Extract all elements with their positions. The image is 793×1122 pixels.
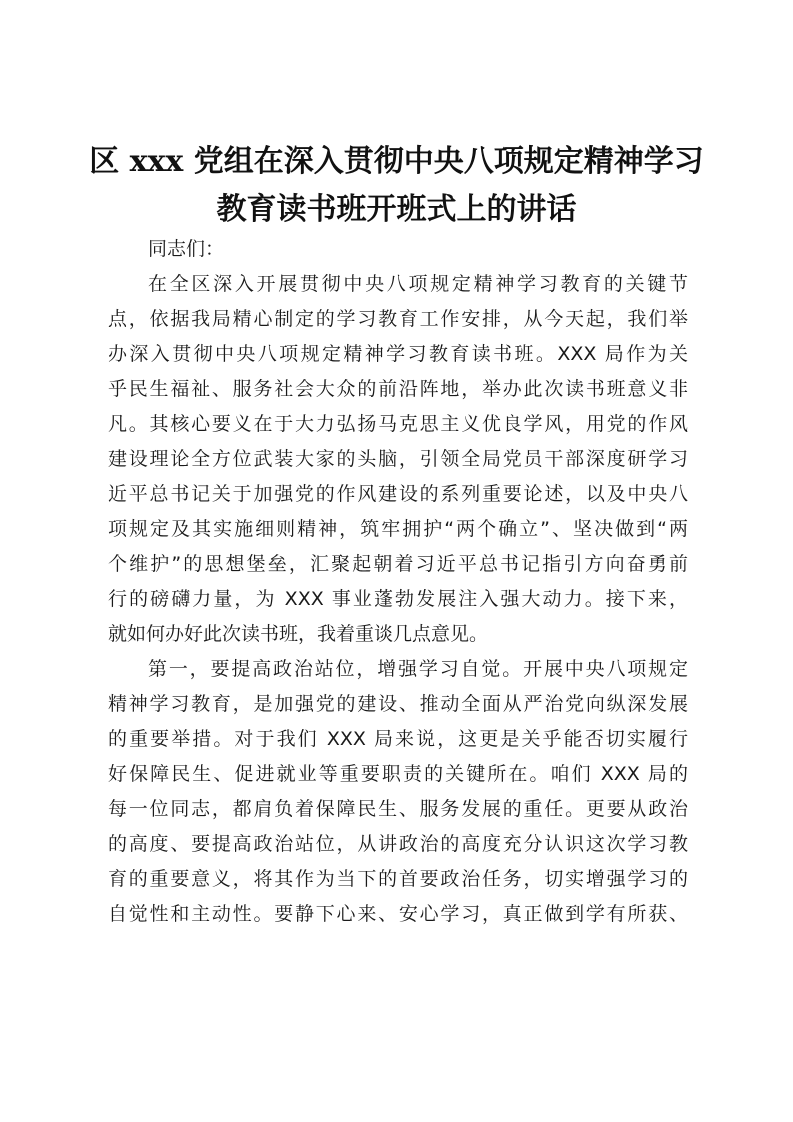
paragraph-2-line: 的高度、要提高政治站位，从讲政治的高度充分认识这次学习教 xyxy=(108,833,688,855)
paragraph-2-line: 好保障民生、促进就业等重要职责的关键所在。咱们 XXX 局的 xyxy=(108,763,688,785)
paragraph-1-line: 办深入贯彻中央八项规定精神学习教育读书班。XXX 局作为关 xyxy=(108,343,688,365)
salutation: 同志们： xyxy=(148,238,225,260)
paragraph-1-line: 建设理论全方位武装大家的头脑，引领全局党员干部深度研学习 xyxy=(108,448,688,470)
paragraph-1-line: 凡。其核心要义在于大力弘扬马克思主义优良学风，用党的作风 xyxy=(108,413,688,435)
paragraph-2-line: 第一，要提高政治站位，增强学习自觉。开展中央八项规定 xyxy=(148,658,688,680)
paragraph-1-line: 行的磅礴力量，为 XXX 事业蓬勃发展注入强大动力。接下来， xyxy=(108,588,688,610)
paragraph-1-line: 就如何办好此次读书班，我着重谈几点意见。 xyxy=(108,623,489,645)
paragraph-2-line: 精神学习教育，是加强党的建设、推动全面从严治党向纵深发展 xyxy=(108,693,688,715)
paragraph-1-line: 乎民生福祉、服务社会大众的前沿阵地，举办此次读书班意义非 xyxy=(108,378,688,400)
paragraph-1-line: 点，依据我局精心制定的学习教育工作安排，从今天起，我们举 xyxy=(108,308,688,330)
document-title-line-1: 区 xxx 党组在深入贯彻中央八项规定精神学习 xyxy=(89,144,704,179)
document-title-line-2: 教育读书班开班式上的讲话 xyxy=(216,192,577,227)
paragraph-2-line: 自觉性和主动性。要静下心来、安心学习，真正做到学有所获、 xyxy=(108,903,688,925)
paragraph-1-line: 在全区深入开展贯彻中央八项规定精神学习教育的关键节 xyxy=(148,273,688,295)
paragraph-1-line: 近平总书记关于加强党的作风建设的系列重要论述，以及中央八 xyxy=(108,483,688,505)
paragraph-2-line: 的重要举措。对于我们 XXX 局来说，这更是关乎能否切实履行 xyxy=(108,728,688,750)
paragraph-1-line: 个维护”的思想堡垒，汇聚起朝着习近平总书记指引方向奋勇前 xyxy=(108,553,688,575)
paragraph-1-line: 项规定及其实施细则精神，筑牢拥护“两个确立”、坚决做到“两 xyxy=(108,518,688,540)
paragraph-2-line: 育的重要意义，将其作为当下的首要政治任务，切实增强学习的 xyxy=(108,868,688,890)
paragraph-2-line: 每一位同志，都肩负着保障民生、服务发展的重任。更要从政治 xyxy=(108,798,688,820)
